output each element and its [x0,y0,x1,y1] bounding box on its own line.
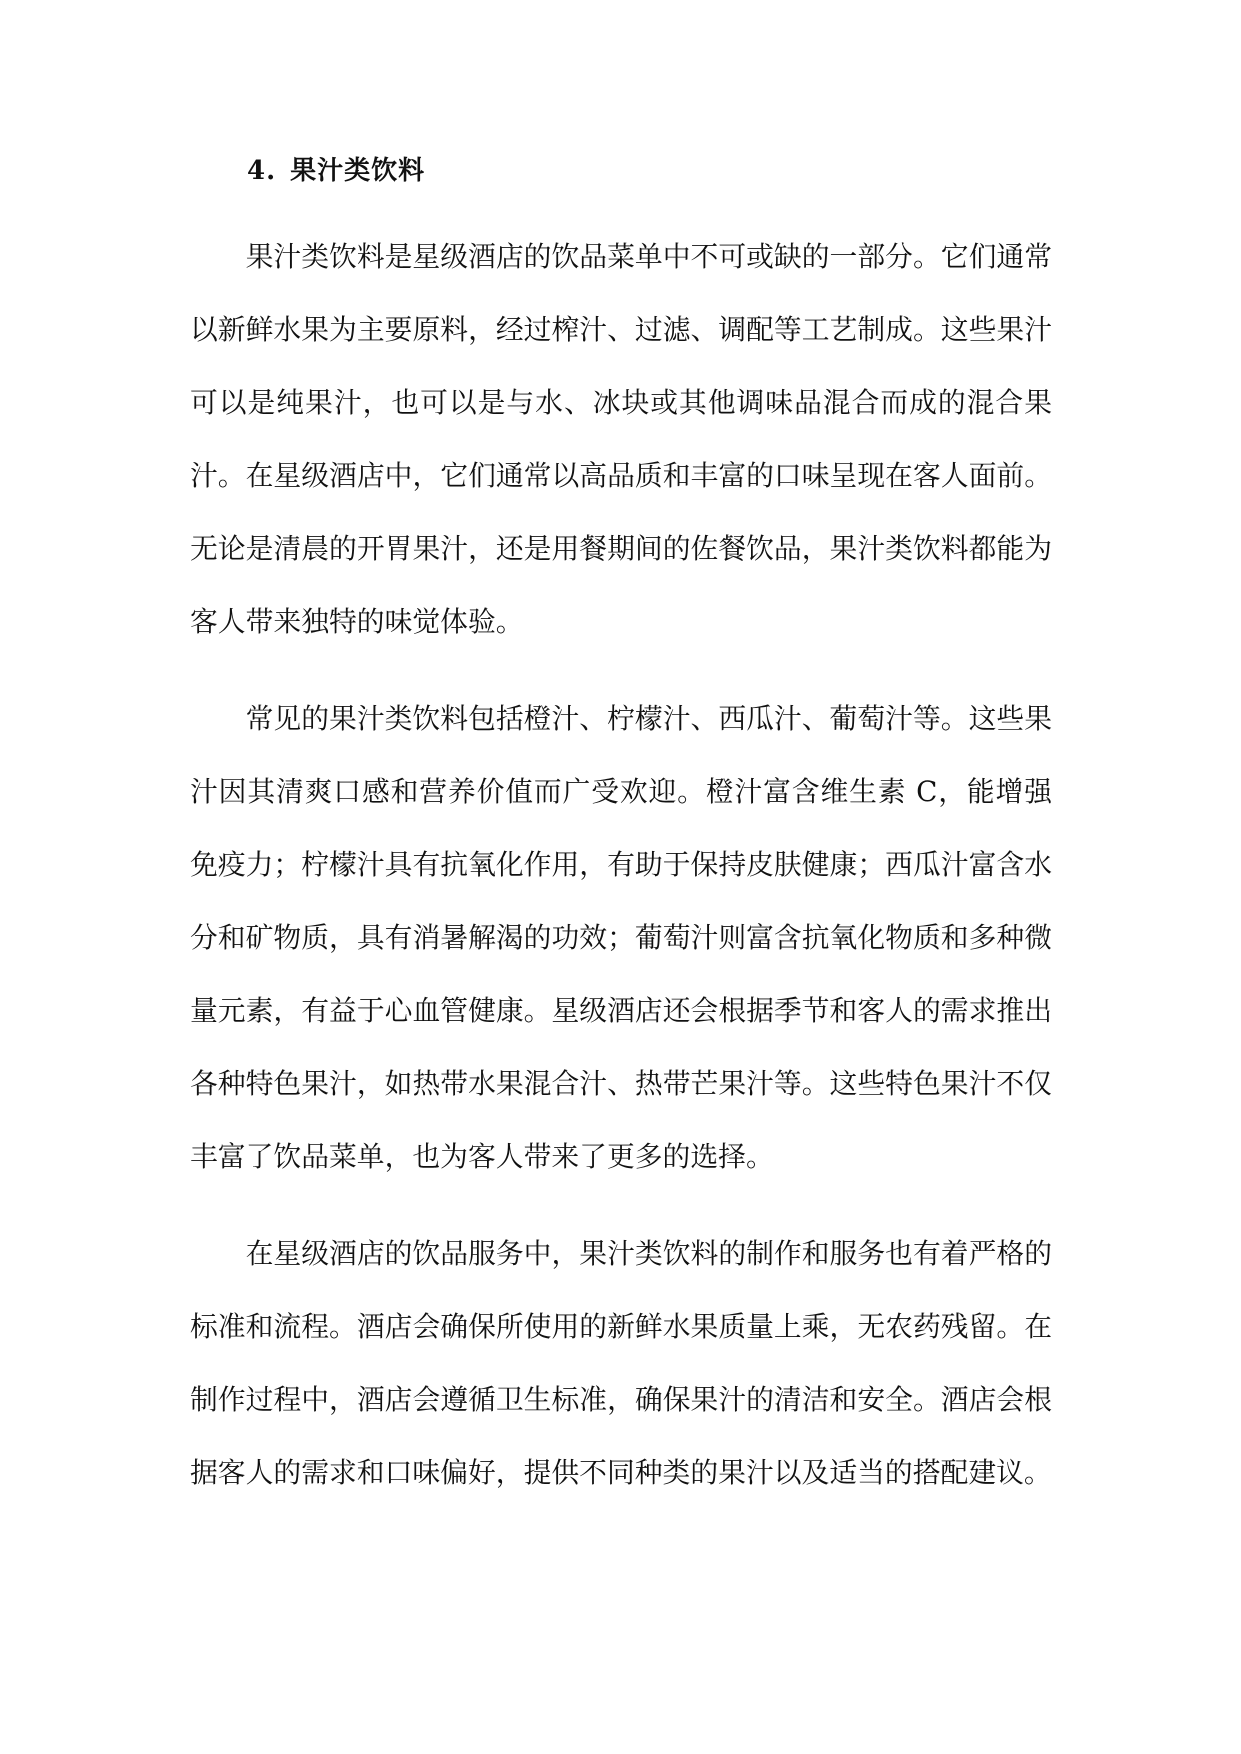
section-title: 果汁类饮料 [290,156,426,186]
section-number: 4. [247,156,277,186]
document-body [190,146,1052,1509]
paragraph-2: 常见的果汁类饮料包括橙汁、柠檬汁、西瓜汁、葡萄汁等。这些果汁因其清爽口感和营养价值而广受欢迎。橙汁富含维生素 C，能增强免疫力；柠檬汁具有抗氧化作用，有助于保持皮肤健康；西瓜汁富含水分和矿物质，具有消暑解渴的功效；葡萄汁则富含抗氧化物质和多种微量元素，有益于心血管健康。星级酒店还会根据季节和客人的需求推出各种特色果汁，如热带水果混合汁、热带芒果汁等。这些特色果汁不仅丰富了饮品菜单，也为客人带来了更多的选择。 [190,702,1052,1173]
paragraph-3: 在星级酒店的饮品服务中，果汁类饮料的制作和服务也有着严格的标准和流程。酒店会确保所使用的新鲜水果质量上乘，无农药残留。在制作过程中，酒店会遵循卫生标准，确保果汁的清洁和安全。酒店会根据客人的需求和口味偏好，提供不同种类的果汁以及适当的搭配建议。 [190,1237,1052,1489]
paragraph-1: 果汁类饮料是星级酒店的饮品菜单中不可或缺的一部分。它们通常以新鲜水果为主要原料，经过榨汁、过滤、调配等工艺制成。这些果汁可以是纯果汁，也可以是与水、冰块或其他调味品混合而成的混合果汁。在星级酒店中，它们通常以高品质和丰富的口味呈现在客人面前。无论是清晨的开胃果汁，还是用餐期间的佐餐饮品，果汁类饮料都能为客人带来独特的味觉体验。 [190,240,1052,638]
section-heading [247,146,1052,196]
